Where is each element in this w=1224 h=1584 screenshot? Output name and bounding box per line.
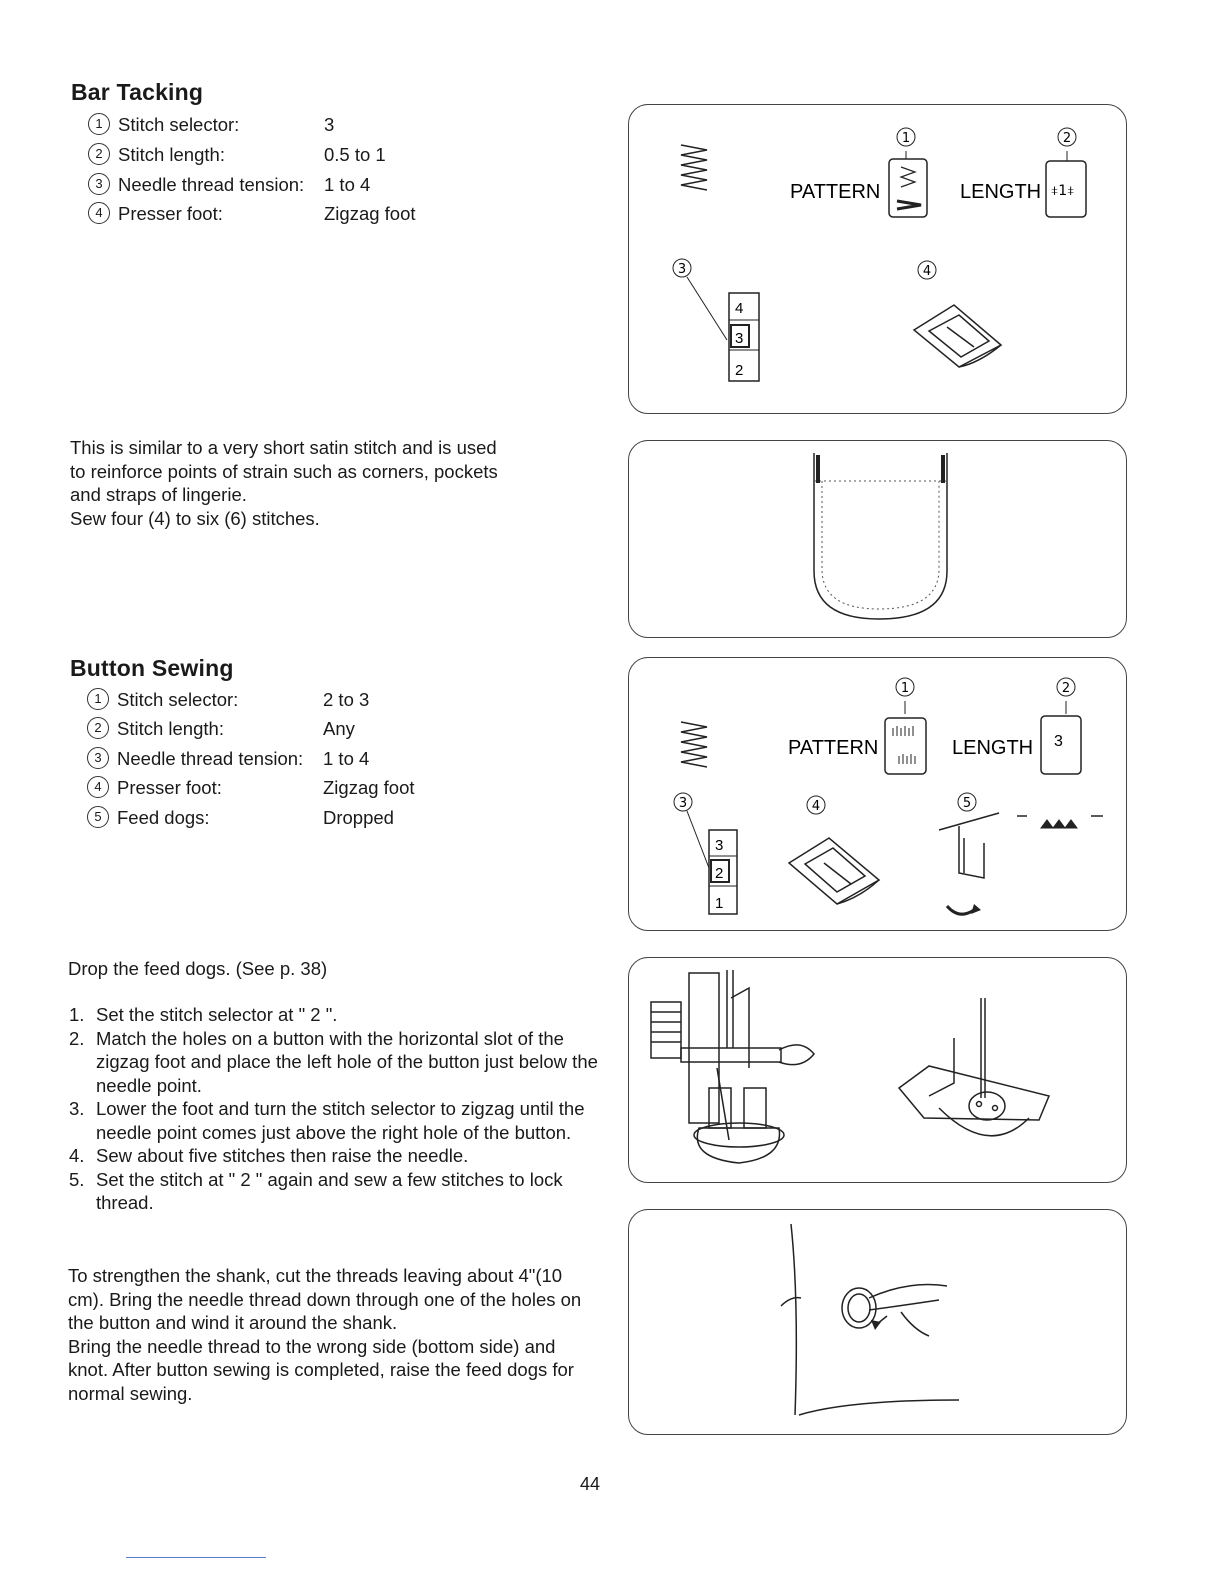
- spec-value: Dropped: [323, 807, 394, 828]
- spec-row: [88, 199, 416, 229]
- callout-number: 1: [88, 113, 110, 135]
- callout-number: 1: [87, 688, 109, 710]
- spec-label: Stitch selector:: [118, 114, 240, 135]
- length-label: LENGTH: [952, 737, 1034, 759]
- button-sewing-intro: Drop the feed dogs. (See p. 38): [68, 958, 328, 979]
- step-text: Set the stitch at " 2 " again and sew a few stitches to lock thread.: [96, 1168, 563, 1213]
- button-sewing-settings-figure: [628, 657, 1127, 931]
- callout-4: 4: [922, 264, 932, 279]
- spec-label: Stitch length:: [118, 144, 225, 165]
- feed-dog-lever-illustration: [939, 813, 999, 878]
- zigzag-stitch-symbol: [681, 145, 707, 190]
- length-label: LENGTH: [960, 181, 1042, 203]
- step-text: Match the holes on a button with the horizontal slot of the zigzag foot and place the left hole of the button just below the needle point.: [96, 1027, 598, 1096]
- callout-number: 2: [87, 717, 109, 739]
- button-placement-figure: [628, 957, 1127, 1183]
- spec-row: [88, 110, 334, 140]
- presser-foot-illustration: [914, 305, 1001, 367]
- pocket-bar-tack-figure: [628, 440, 1127, 638]
- step-text: Sew about five stitches then raise the needle.: [96, 1145, 469, 1166]
- callout-3: 3: [677, 262, 687, 277]
- button-sewing-heading: Button Sewing: [70, 655, 234, 681]
- step-item: [69, 1144, 604, 1168]
- callout-3: 3: [678, 796, 688, 811]
- pocket-illustration: [629, 441, 1126, 637]
- step-number: 4.: [69, 1145, 85, 1166]
- step-text: Lower the foot and turn the stitch selector to zigzag until the needle point comes just above the right hole of the button.: [96, 1098, 585, 1143]
- foot-with-button-view: [899, 998, 1049, 1136]
- fabric-edge: [791, 1224, 796, 1415]
- callout-1: 1: [900, 681, 910, 696]
- shank-winding-figure: [628, 1209, 1127, 1435]
- shank-winding-illustration: [629, 1210, 1126, 1434]
- description-line: and straps of lingerie.: [70, 484, 247, 505]
- spec-value: Any: [323, 718, 355, 739]
- callout-5: 5: [962, 796, 972, 811]
- description-line: This is similar to a very short satin stitch and is used: [70, 437, 497, 458]
- tension-number: 1: [715, 895, 724, 912]
- spec-label: Stitch length:: [117, 718, 224, 739]
- closing-line: Bring the needle thread to the wrong side (bottom side) and: [68, 1335, 556, 1357]
- pocket-outline: [814, 453, 947, 619]
- spec-row: [88, 140, 386, 170]
- spec-value: 1 to 4: [323, 748, 370, 769]
- pattern-label: PATTERN: [790, 181, 881, 203]
- button-sewing-closing: [68, 1264, 628, 1405]
- spec-row: [87, 714, 355, 744]
- spec-label: Needle thread tension:: [118, 174, 305, 195]
- callout-2: 2: [1061, 681, 1071, 696]
- spec-value: 1 to 4: [324, 174, 371, 195]
- spec-value: 0.5 to 1: [324, 144, 386, 165]
- description-line: Sew four (4) to six (6) stitches.: [70, 507, 320, 529]
- callout-4: 4: [811, 799, 821, 814]
- svg-text:⧧1⧧: ⧧1⧧: [1051, 183, 1075, 199]
- callout-1: 1: [901, 131, 911, 146]
- presser-foot-illustration: [789, 838, 879, 904]
- length-value: 3: [1054, 733, 1063, 750]
- tension-dial: [729, 293, 759, 381]
- spec-value: Zigzag foot: [323, 777, 415, 798]
- spec-label: Presser foot:: [118, 203, 223, 224]
- step-number: 1.: [69, 1004, 85, 1025]
- spec-label: Presser foot:: [117, 777, 222, 798]
- bar-tacking-specs: [88, 110, 508, 234]
- bar-tack-left: [816, 455, 820, 483]
- feed-dog-teeth: [1041, 820, 1077, 828]
- callout-2: 2: [1062, 131, 1072, 146]
- spec-value: Zigzag foot: [324, 203, 416, 224]
- spec-row: [88, 170, 370, 200]
- spec-label: Needle thread tension:: [117, 748, 304, 769]
- spec-value: 2 to 3: [323, 689, 370, 710]
- pattern-label: PATTERN: [788, 737, 879, 759]
- step-number: 5.: [69, 1168, 85, 1190]
- callout-number: 4: [88, 202, 110, 224]
- callout-number: 3: [87, 747, 109, 769]
- bar-tacking-heading: Bar Tacking: [71, 79, 204, 105]
- callout-number: 3: [88, 173, 110, 195]
- button-sewing-specs: [87, 685, 507, 835]
- step-item: [69, 1003, 604, 1027]
- callout-number: 2: [88, 143, 110, 165]
- step-text: Set the stitch selector at " 2 ".: [96, 1004, 338, 1025]
- footer-divider: [126, 1557, 266, 1558]
- spec-row: [87, 685, 369, 715]
- button-placement-illustration: [629, 958, 1126, 1182]
- spec-value: 3: [324, 114, 335, 135]
- settings-illustration: [629, 105, 1126, 413]
- spec-row: [87, 803, 394, 833]
- machine-front-view: [651, 970, 814, 1163]
- bar-tacking-settings-figure: [628, 104, 1127, 414]
- callout-number: 4: [87, 776, 109, 798]
- zigzag-stitch-symbol: [681, 722, 707, 767]
- tension-number: 3: [715, 837, 724, 854]
- step-item: [69, 1027, 604, 1098]
- tension-number: 4: [735, 300, 744, 317]
- tension-number: 3: [735, 330, 744, 347]
- settings-illustration: [629, 658, 1126, 930]
- step-item: [69, 1097, 604, 1144]
- closing-line: cm). Bring the needle thread down through one of the holes on: [68, 1288, 582, 1310]
- step-number: 3.: [69, 1098, 85, 1119]
- spec-label: Stitch selector:: [117, 689, 239, 710]
- tension-number: 2: [715, 865, 724, 882]
- spec-row: [87, 773, 415, 803]
- spec-row: [87, 744, 369, 774]
- step-item: [69, 1168, 604, 1215]
- closing-line: the button and wind it around the shank.: [68, 1312, 398, 1333]
- tension-number: 2: [735, 362, 744, 379]
- bar-tacking-description: [70, 436, 610, 530]
- bar-tack-right: [941, 455, 945, 483]
- closing-line: To strengthen the shank, cut the threads leaving about 4"(10: [68, 1265, 563, 1286]
- callout-number: 5: [87, 806, 109, 828]
- button-sewing-steps: [69, 1003, 604, 1215]
- closing-line: knot. After button sewing is completed, raise the feed dogs for: [68, 1359, 574, 1380]
- page-number: 44: [580, 1474, 601, 1494]
- closing-line: normal sewing.: [68, 1382, 193, 1404]
- spec-label: Feed dogs:: [117, 807, 210, 828]
- step-number: 2.: [69, 1027, 85, 1049]
- description-line: to reinforce points of strain such as corners, pockets: [70, 460, 498, 482]
